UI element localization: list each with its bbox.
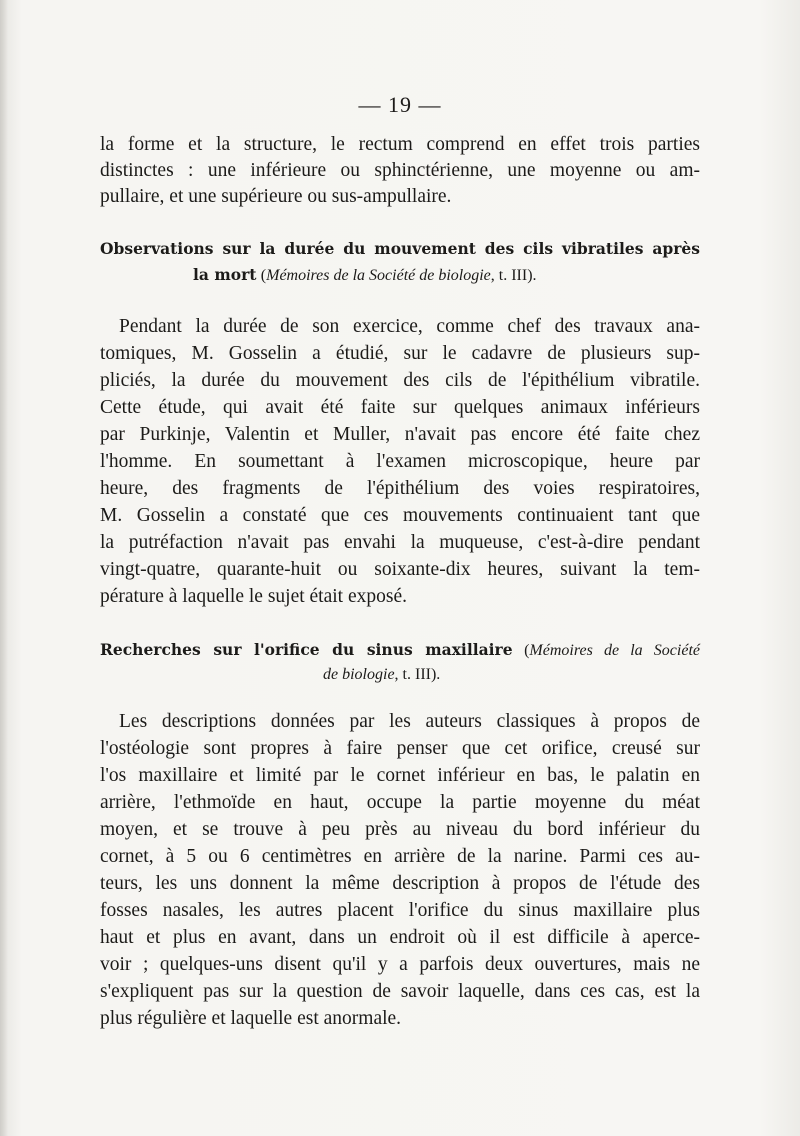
section1-line: Pendant la durée de son exercice, comme chef des travaux ana- <box>119 316 700 337</box>
page-spine-shadow <box>0 0 8 1136</box>
section2-heading <box>100 637 700 663</box>
intro-line: la forme et la structure, le rectum comprend en effet trois parties <box>100 134 700 155</box>
section2-line: l'ostéologie sont propres à faire penser que cet orifice, creusé sur <box>100 738 700 759</box>
section2-line: plus régulière et laquelle est anormale. <box>100 1008 402 1029</box>
section2-line: haut et plus en avant, dans un endroit où il est difficile à aperce- <box>100 927 700 948</box>
section2-line: voir ; quelques-uns disent qu'il y a parfois deux ouvertures, mais ne <box>100 954 700 975</box>
section1-line: vingt-quatre, quarante-huit ou soixante-dix heures, suivant la tem- <box>100 559 700 580</box>
section2-reference-continued: de biologie, t. III). <box>323 666 441 683</box>
section2-ref-title-line2: de biologie <box>323 666 395 683</box>
section1-line: la putréfaction n'avait pas envahi la muqueuse, c'est-à-dire pendant <box>100 532 700 553</box>
section2-line: teurs, les uns donnent la même description à propos de l'étude des <box>100 873 700 894</box>
section1-heading-continued <box>193 262 537 288</box>
section1-line: heure, des fragments de l'épithélium des voies respiratoires, <box>100 478 700 499</box>
section2-line: l'os maxillaire et limité par le cornet inférieur en bas, le palatin en <box>100 765 700 786</box>
section1-line: pliciés, la durée du mouvement des cils de l'épithélium vibratile. <box>100 370 700 391</box>
section1-line: par Purkinje, Valentin et Muller, n'avait pas encore été faite chez <box>100 424 700 445</box>
section1-line: pérature à laquelle le sujet était exposé. <box>100 586 407 607</box>
section2-heading-title: Recherches sur l'orifice du sinus maxillaire <box>100 640 513 659</box>
section1-heading-line2: la mort <box>193 265 257 284</box>
page-number: — 19 — <box>358 92 442 117</box>
section2-line: cornet, à 5 ou 6 centimètres en arrière de la narine. Parmi ces au- <box>100 846 700 867</box>
section2-line: fosses nasales, les autres placent l'orifice du sinus maxillaire plus <box>100 900 700 921</box>
section2-line: arrière, l'ethmoïde en haut, occupe la partie moyenne du méat <box>100 792 700 813</box>
section1-line: Cette étude, qui avait été faite sur quelques animaux inférieurs <box>100 397 700 418</box>
section2-line: Les descriptions données par les auteurs classiques à propos de <box>119 711 700 732</box>
section2-line: moyen, et se trouve à peu près au niveau du bord inférieur du <box>100 819 700 840</box>
intro-line: pullaire, et une supérieure ou sus-ampullaire. <box>100 186 452 207</box>
section1-heading <box>100 236 700 261</box>
section2-ref-title-line1: Mémoires de la Société <box>529 642 701 659</box>
section1-reference: (Mémoires de la Société de biologie, t. III). <box>260 267 537 284</box>
section1-line: l'homme. En soumettant à l'examen microscopique, heure par <box>100 451 700 472</box>
section2-heading-continued <box>323 661 440 687</box>
section2-line: s'expliquent pas sur la question de savoir laquelle, dans ces cas, est la <box>100 981 700 1002</box>
section1-line: M. Gosselin a constaté que ces mouvements continuaient tant que <box>100 505 700 526</box>
section2-reference: (Mémoires de la Société <box>524 642 701 659</box>
section1-line: tomiques, M. Gosselin a étudié, sur le cadavre de plusieurs sup- <box>100 343 700 364</box>
section1-ref-title: Mémoires de la Société de biologie <box>266 267 491 284</box>
section1-heading-line1: Observations sur la durée du mouvement des cils vibratiles après <box>100 239 700 258</box>
intro-line: distinctes : une inférieure ou sphinctérienne, une moyenne ou am- <box>100 160 700 181</box>
